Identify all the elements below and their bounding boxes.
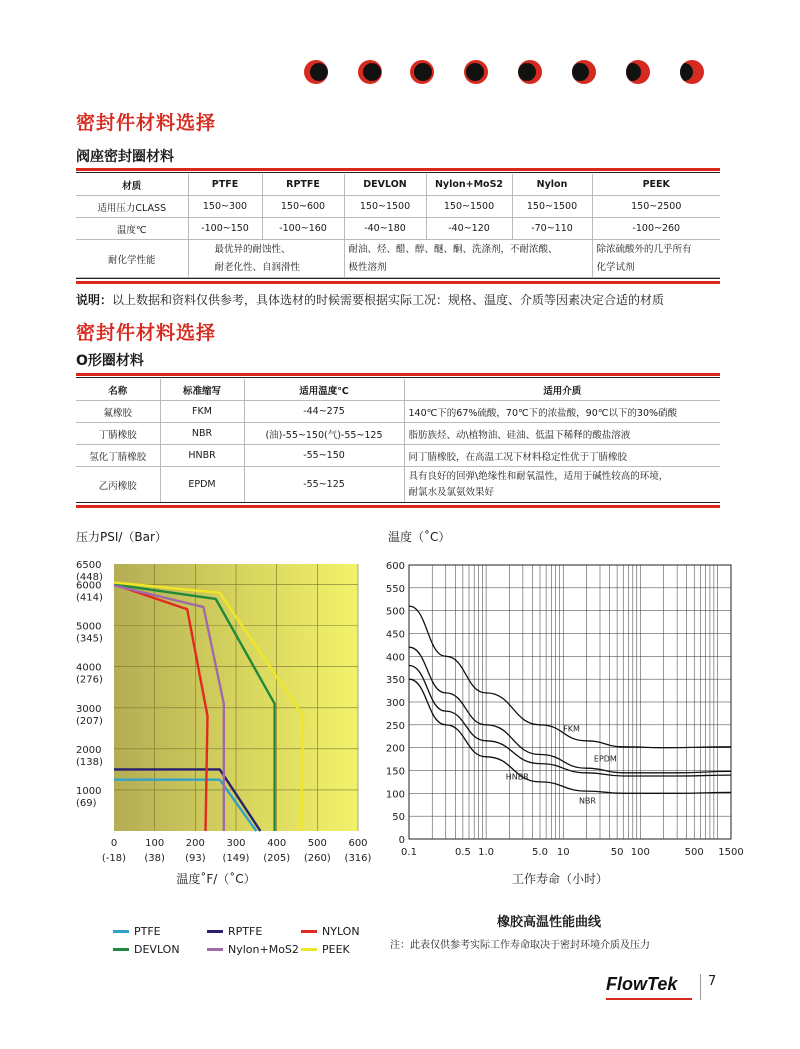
media-text: 耐氯水及氯氨效果好 bbox=[408, 486, 495, 498]
x-tick-label: (38) bbox=[144, 853, 165, 864]
y-tick-label: 500 bbox=[385, 606, 405, 618]
table-header-cell: Nylon bbox=[512, 174, 592, 196]
table-cell: 150~1500 bbox=[512, 196, 592, 218]
legend-label: RPTFE bbox=[228, 925, 263, 938]
table-cell: -55~150 bbox=[244, 445, 404, 467]
legend-item bbox=[113, 925, 161, 938]
table-header-cell: PTFE bbox=[188, 174, 262, 196]
y-tick-label: 1000 bbox=[76, 785, 102, 797]
table-row bbox=[76, 467, 720, 503]
table-cell: HNBR bbox=[160, 445, 244, 467]
table-cell: 150~1500 bbox=[344, 196, 426, 218]
chem-text: 极性溶剂 bbox=[348, 261, 387, 273]
table-cell: 150~2500 bbox=[592, 196, 720, 218]
table2-top-rule bbox=[76, 373, 720, 376]
right-chart-ylabel: 温度（˚C） bbox=[388, 530, 451, 544]
table-cell: 同丁腈橡胶，在高温工况下材料稳定性优于丁腈橡胶 bbox=[404, 445, 720, 467]
table-bottom-rule-thin bbox=[76, 278, 720, 279]
y-tick-label: 400 bbox=[385, 652, 405, 664]
y-tick-label: 0 bbox=[398, 835, 405, 846]
section1-subtitle: 阀座密封圈材料 bbox=[76, 149, 174, 165]
x-axis-label: 工作寿命（小时） bbox=[511, 872, 609, 886]
y-tick-label: 350 bbox=[385, 675, 405, 687]
x-axis-label: 温度˚F/（˚C） bbox=[176, 872, 256, 886]
decorative-dots bbox=[304, 60, 724, 86]
left-chart-ylabel: 压力PSI/（Bar） bbox=[76, 530, 167, 544]
legend-item bbox=[207, 925, 262, 938]
chem-text: 化学试剂 bbox=[596, 261, 635, 273]
dot-icon bbox=[518, 60, 542, 84]
x-tick-label: 400 bbox=[267, 838, 287, 849]
table-cell bbox=[592, 240, 720, 278]
table-cell bbox=[188, 240, 344, 278]
table-cell: 脂肪族烃、动\植物油、硅油、低温下稀释的酸盐溶液 bbox=[404, 423, 720, 445]
y-tick-label: (414) bbox=[76, 592, 103, 604]
table-row bbox=[76, 240, 720, 278]
table-cell: 150~600 bbox=[262, 196, 344, 218]
y-tick-label: 250 bbox=[385, 720, 405, 732]
legend-swatch bbox=[301, 948, 317, 951]
legend-label: DEVLON bbox=[134, 943, 180, 956]
table-header-cell: RPTFE bbox=[262, 174, 344, 196]
series-label: FKM bbox=[563, 724, 580, 734]
table-header-cell: 适用介质 bbox=[404, 379, 720, 401]
legend-item bbox=[113, 943, 180, 956]
table-header-cell: 适用温度℃ bbox=[244, 379, 404, 401]
table-cell: FKM bbox=[160, 401, 244, 423]
note-label: 说明： bbox=[76, 293, 113, 307]
legend-item bbox=[301, 925, 360, 938]
legend-swatch bbox=[113, 930, 129, 933]
chem-text: 除浓硫酸外的几乎所有 bbox=[596, 243, 692, 255]
y-tick-label: (276) bbox=[76, 674, 103, 686]
y-tick-label: 300 bbox=[385, 698, 405, 709]
table2-bottom-rule-thin bbox=[76, 502, 720, 503]
table-cell: -55~125 bbox=[244, 467, 404, 503]
table-top-rule-thin bbox=[76, 172, 720, 173]
table-cell: 150~1500 bbox=[426, 196, 512, 218]
chem-text: 耐油、烃、醋、醇、醚、酮、洗涤剂，不耐浓酸、 bbox=[348, 243, 558, 255]
x-tick-label: 500 bbox=[684, 847, 704, 858]
y-tick-label: (69) bbox=[76, 797, 97, 809]
series-label: NBR bbox=[578, 796, 596, 806]
chem-text: 耐老化性、自润滑性 bbox=[214, 261, 301, 273]
legend-item bbox=[207, 943, 299, 956]
table-cell: NBR bbox=[160, 423, 244, 445]
y-tick-label: 3000 bbox=[76, 703, 102, 715]
y-tick-label: 5000 bbox=[76, 621, 102, 633]
legend-label: NYLON bbox=[322, 925, 360, 938]
footer-note: 注：此表仅供参考实际工作寿命取决于密封环境介质及压力 bbox=[390, 940, 650, 951]
table-cell: -100~160 bbox=[262, 218, 344, 240]
table-row bbox=[76, 423, 720, 445]
table-header-cell: 名称 bbox=[76, 379, 160, 401]
x-tick-label: (205) bbox=[263, 853, 291, 864]
table-cell: -40~180 bbox=[344, 218, 426, 240]
y-tick-label: 100 bbox=[385, 789, 405, 801]
table-cell: 乙丙橡胶 bbox=[76, 467, 160, 503]
table-header-row bbox=[76, 174, 720, 196]
table-header-cell: 标准缩写 bbox=[160, 379, 244, 401]
legend-swatch bbox=[301, 930, 317, 933]
table-cell: 氢化丁腈橡胶 bbox=[76, 445, 160, 467]
legend-swatch bbox=[207, 948, 223, 951]
x-tick-label: (149) bbox=[222, 853, 250, 864]
table-row bbox=[76, 401, 720, 423]
table-cell: 耐化学性能 bbox=[76, 240, 188, 278]
table-cell: 温度℃ bbox=[76, 218, 188, 240]
x-tick-label: 0 bbox=[110, 838, 118, 849]
x-tick-label: (260) bbox=[303, 853, 331, 864]
table-cell: -100~150 bbox=[188, 218, 262, 240]
x-tick-label: (93) bbox=[185, 853, 206, 864]
y-tick-label: 2000 bbox=[76, 744, 102, 756]
y-tick-label: (207) bbox=[76, 715, 103, 727]
logo-underline bbox=[606, 998, 692, 1000]
y-tick-label: (448) bbox=[76, 572, 103, 583]
flowtek-logo: FlowTek bbox=[606, 974, 678, 994]
note bbox=[76, 291, 664, 308]
dot-icon bbox=[410, 60, 434, 84]
x-tick-label: 1.0 bbox=[478, 847, 495, 858]
x-tick-label: 500 bbox=[307, 838, 327, 849]
x-tick-label: 50 bbox=[610, 847, 624, 858]
table2-top-rule-thin bbox=[76, 377, 720, 378]
dot-icon bbox=[626, 60, 650, 84]
table-cell: -40~120 bbox=[426, 218, 512, 240]
legend-swatch bbox=[207, 930, 223, 933]
legend-label: Nylon+MoS2 bbox=[228, 943, 299, 956]
dot-icon bbox=[304, 60, 328, 84]
table-row bbox=[76, 218, 720, 240]
table-cell: -44~275 bbox=[244, 401, 404, 423]
dot-icon bbox=[680, 60, 704, 84]
left-chart-legend bbox=[113, 925, 413, 965]
table-header-cell: 材质 bbox=[76, 174, 188, 196]
dot-icon bbox=[572, 60, 596, 84]
table-cell: (油)-55~150(气)-55~125 bbox=[244, 423, 404, 445]
y-tick-label: 550 bbox=[385, 583, 405, 595]
legend-swatch bbox=[113, 948, 129, 951]
series-label: HNBR bbox=[505, 772, 529, 782]
x-tick-label: (316) bbox=[344, 853, 372, 864]
dot-icon bbox=[464, 60, 488, 84]
y-tick-label: 150 bbox=[385, 766, 405, 778]
table-header-cell: DEVLON bbox=[344, 174, 426, 196]
y-tick-label: 4000 bbox=[76, 662, 102, 674]
table-header-cell: PEEK bbox=[592, 174, 720, 196]
table-cell: 氟橡胶 bbox=[76, 401, 160, 423]
table-row bbox=[76, 196, 720, 218]
table-header-row bbox=[76, 379, 720, 401]
table-cell: -100~260 bbox=[592, 218, 720, 240]
x-tick-label: 5.0 bbox=[532, 847, 548, 858]
y-tick-label: (138) bbox=[76, 756, 103, 768]
x-tick-label: 0.1 bbox=[401, 847, 417, 858]
table-cell: -70~110 bbox=[512, 218, 592, 240]
x-tick-label: 100 bbox=[145, 838, 165, 849]
table-cell: EPDM bbox=[160, 467, 244, 503]
x-tick-label: 0.5 bbox=[454, 847, 471, 858]
legend-label: PEEK bbox=[322, 943, 350, 956]
y-tick-label: 50 bbox=[392, 812, 405, 824]
right-chart-caption: 橡胶高温性能曲线 bbox=[497, 915, 602, 930]
section2-subtitle: O形圈材料 bbox=[76, 353, 144, 369]
y-tick-label: 200 bbox=[385, 743, 405, 755]
table-cell: 140℃下的67%硫酸，70℃下的浓盐酸，90℃以下的30%硝酸 bbox=[404, 401, 720, 423]
table-header-cell: Nylon+MoS2 bbox=[426, 174, 512, 196]
footer-divider bbox=[700, 974, 701, 1000]
x-tick-label: (-18) bbox=[101, 853, 127, 864]
y-tick-label: 6500 bbox=[76, 560, 102, 571]
table-cell bbox=[344, 240, 592, 278]
x-tick-label: 100 bbox=[630, 847, 650, 858]
section2-title: 密封件材料选择 bbox=[76, 322, 217, 344]
section1-title: 密封件材料选择 bbox=[76, 112, 217, 134]
seat-material-table bbox=[76, 174, 720, 278]
pressure-temperature-chart bbox=[70, 550, 380, 895]
y-tick-label: 450 bbox=[385, 629, 405, 641]
table2-bottom-rule bbox=[76, 505, 720, 508]
table-top-rule bbox=[76, 168, 720, 171]
table-row bbox=[76, 445, 720, 467]
dot-icon bbox=[358, 60, 382, 84]
table-bottom-rule bbox=[76, 281, 720, 284]
y-tick-label: 6000 bbox=[76, 580, 102, 592]
table-cell: 丁腈橡胶 bbox=[76, 423, 160, 445]
table-cell: 适用压力CLASS bbox=[76, 196, 188, 218]
x-tick-label: 10 bbox=[556, 847, 570, 858]
oring-material-table bbox=[76, 379, 720, 503]
chem-text: 最优异的耐蚀性、 bbox=[214, 243, 291, 255]
table-cell bbox=[404, 467, 720, 503]
rubber-life-chart bbox=[375, 555, 755, 900]
x-tick-label: 1500 bbox=[718, 847, 744, 858]
y-tick-label: 600 bbox=[385, 561, 405, 572]
legend-label: PTFE bbox=[134, 925, 161, 938]
series-label: EPDM bbox=[593, 754, 617, 764]
note-text: 以上数据和资料仅供参考，具体选材的时候需要根据实际工况：规格、温度、介质等因素决定合适的材质 bbox=[112, 293, 665, 307]
table-cell: 150~300 bbox=[188, 196, 262, 218]
x-tick-label: 200 bbox=[185, 838, 205, 849]
legend-item bbox=[301, 943, 350, 956]
x-tick-label: 300 bbox=[226, 838, 246, 849]
page-number: 7 bbox=[708, 974, 717, 989]
media-text: 具有良好的回弹\绝缘性和耐氧温性，适用于碱性较高的环境， bbox=[408, 470, 669, 482]
y-tick-label: (345) bbox=[76, 633, 103, 645]
x-tick-label: 600 bbox=[348, 838, 368, 849]
